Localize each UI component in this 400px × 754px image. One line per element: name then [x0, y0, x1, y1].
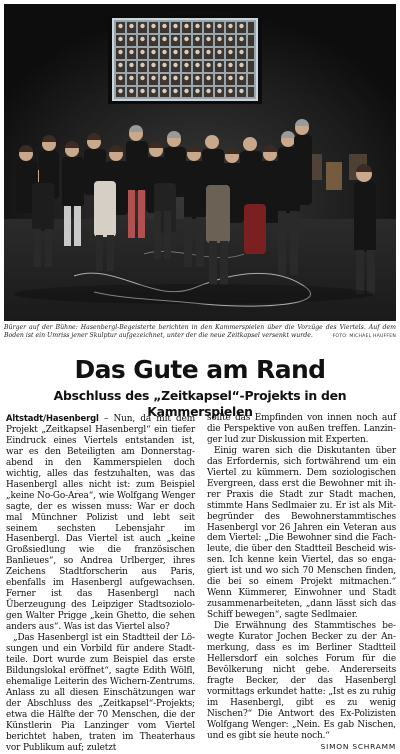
paragraph-text: – Nun, da mit dem Projekt „Zeitkapsel Hasenbergl“ ein tiefer Eindruck eines Viertels entstanden ist, war es den Beteiligten am Donnerstagabend in den Kammerspielen doch wichtig, alles das festzuhalten, was das Hasenbergl alles nicht ist: zum Beispiel „keine No-Go-Area“, wie Wolfgang Wenger sagte, der es wissen muss: War er doch mal Münchner Polizist und lebt seit seinem sechsten Lebensjahr im Hasenbergl. Das Viertel ist auch „keine Großsiedlung wie die französischen Banlieues“, so Andrea Urlberger, ihres Zeichens Stadtforscherin aus Paris, ebenfalls im Hasenbergl aufgewachsen. Ferner ist das Hasenbergl nach Überzeugung des Leipziger Stadtsoziologen Walter Prigge „kein Ghetto, die sehen anders aus“. Was ist das Viertel also? [6, 414, 195, 633]
article-paragraph: „Das Hasenbergl ist ein Stadtteil der Lösungen und ein Vorbild für andere Stadtteile. Dort wurde zum Beispiel das erste Bildungslokal eröffnet“, sagte Edith Wölfl, ehemalige Leiterin des Wichern-Zentrums. Anlass zu all diesen Einschätzungen war der Abschluss des „Zeitkapsel“-Projekts; etwa die Hälfte der 70 Menschen, die der Künstlerin Pia Lanzinger vom Viertel berichtet haben, traten im Theaterhaus vor Publikum auf; zuletzt [6, 633, 195, 753]
photo-credit: FOTO: MICHAEL HAUFFEN [332, 334, 396, 340]
subheadline: Abschluss des „Zeitkapsel“-Projekts in den Kammerspielen [53, 388, 347, 419]
author-byline: SIMON SCHRAMM [320, 741, 396, 751]
article-photo [4, 4, 396, 321]
article-paragraph [6, 413, 195, 633]
photo-caption [4, 324, 396, 342]
article-paragraph: sollte das Empfinden von innen noch auf die Perspektive von außen treffen. Lanzinger lud zur Diskussion mit Experten. [207, 413, 396, 445]
stage-photo-icon [4, 4, 396, 321]
dateline: Altstadt/Hasenbergl [6, 413, 99, 423]
headline: Das Gute am Rand [74, 355, 326, 384]
article-column-right [207, 413, 396, 753]
caption-text: Bürger auf der Bühne: Hasenbergl-Begeisterte berichten in den Kammerspielen über die Vorzüge des Viertels. Auf dem Boden ist ein Umriss jener Skulptur aufgezeichnet, unter der die neue Zeitkapsel versenkt wurde. [4, 324, 396, 340]
article-paragraph: Einig waren sich die Diskutanten über das Erfordernis, sich fortwährend um ein Viertel zu kümmern. Dem soziologischen Evergreen, dass erst die Bewohner mit ihrer Praxis die Stadt zur Stadt machen, stimmte Hans Sedlmaier zu. Er ist als Mitbegründer des Bewohnerstammtisches Hasenbergl vor 26 Jahren ein Veteran aus dem Viertel: „Die Bewohner sind die Fachleute, die über den Stadtteil Bescheid wissen. Ich kenne kein Viertel, das so engagiert ist und wo sich 70 Menschen finden, die bei so einem Projekt mitmachen.“ Wenn Kümmerer, Einwohner und Stadt zusammenarbeiteten, „dann lässt sich das Schiff bewegen“, sagte Sedlmaier. [207, 445, 396, 621]
article-column-left [6, 413, 195, 754]
article-paragraph: Die Erwähnung des Stammtisches bewegte Kurator Jochen Becker zu der Anmerkung, dass es im Berliner Stadtteil Hellersdorf ein solches Forum für die Bevölkerung nicht gebe. Andererseits fragte Becker, der das Hasenbergl vormittags erkundet hatte: „Ist es zu ruhig im Hasenbergl, gibt es zu wenig Nischen?“ Die Antwort des Ex-Polizisten Wolfgang Wenger: „Nein. Es gab Nischen, und es gibt sie heute noch.“ [207, 621, 396, 741]
